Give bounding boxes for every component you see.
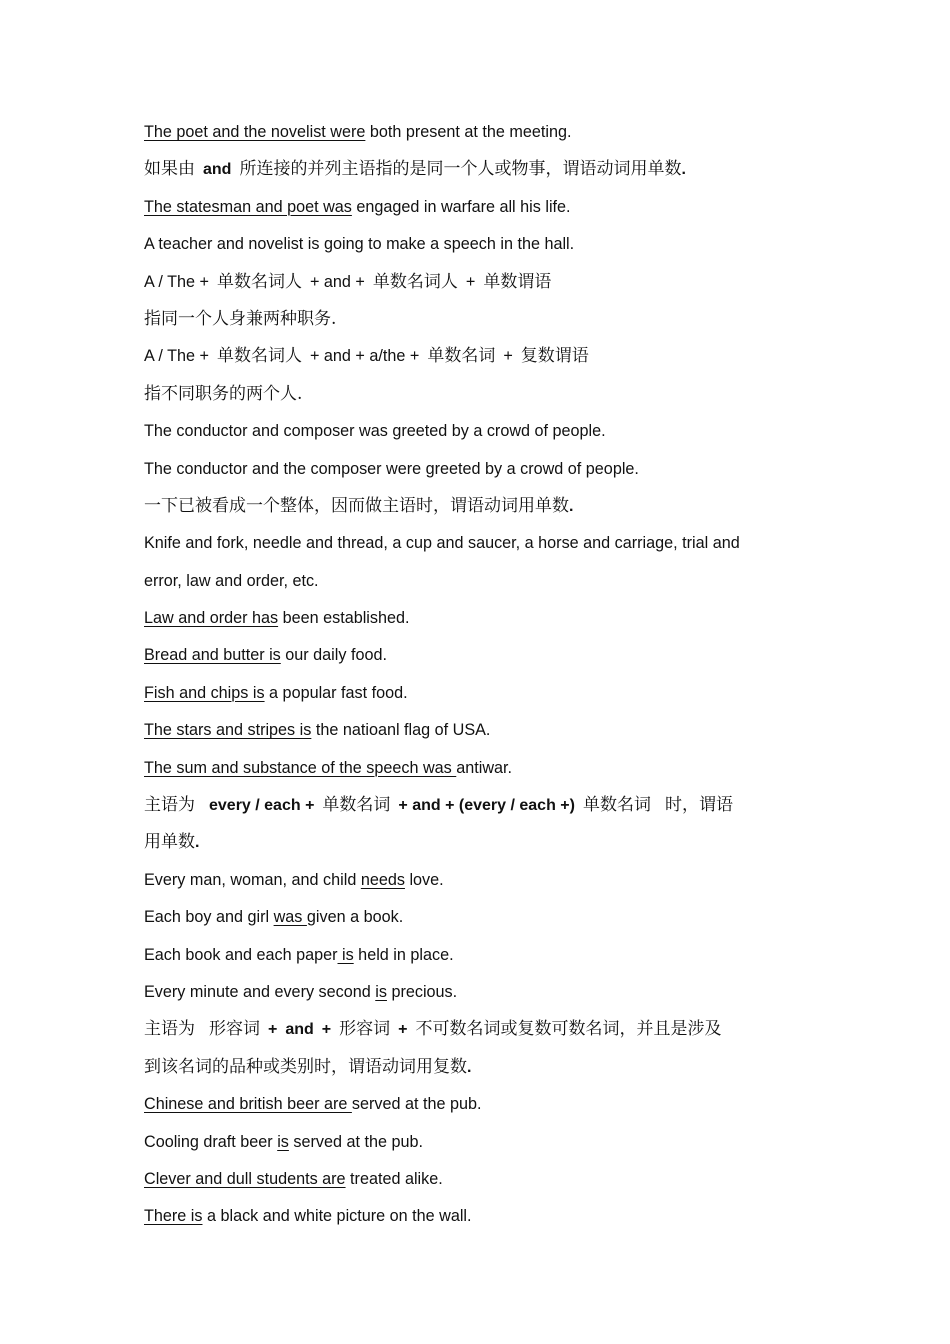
example-sentence: The poet and the novelist were both present at the meeting. (144, 123, 572, 141)
underlined-subject-verb: Bread and butter is (144, 646, 281, 665)
underlined-verb: needs (360, 870, 405, 889)
grammar-rule: 一下已被看成一个整体，因而做主语时，谓语动词用单数. (144, 495, 574, 516)
grammar-formula: A / The + 单数名词人 + and + a/the + 单数名词 + 复数谓语 (144, 346, 589, 367)
grammar-formula: A / The + 单数名词人 + and + 单数名词人 + 单数谓语 (144, 271, 552, 292)
underlined-subject-verb: Fish and chips is (144, 683, 265, 702)
grammar-note: 指同一个人身兼两种职务. (144, 308, 337, 329)
example-sentence: Law and order has been established. (144, 609, 410, 628)
example-sentence: Fish and chips is a popular fast food. (144, 683, 408, 702)
example-sentence: The conductor and composer was greeted by a crowd of people. (144, 422, 606, 441)
underlined-verb: was (273, 908, 307, 927)
example-list: error, law and order, etc. (144, 571, 319, 590)
example-sentence: Each boy and girl was given a book. (144, 908, 404, 927)
example-sentence: A teacher and novelist is going to make a speech in the hall. (144, 235, 575, 254)
example-sentence: The statesman and poet was engaged in warfare all his life. (144, 197, 571, 216)
example-sentence: The sum and substance of the speech was antiwar. (144, 758, 513, 777)
underlined-subject-verb: There is (144, 1207, 203, 1226)
underlined-verb: is (375, 982, 387, 1001)
grammar-rule: 用单数. (144, 832, 200, 853)
underlined-subject-verb: Clever and dull students are (144, 1169, 346, 1188)
grammar-rule: 主语为 形容词 + and + 形容词 + 不可数名词或复数可数名词，并且是涉及 (144, 1019, 722, 1040)
underlined-verb: is (277, 1132, 289, 1151)
underlined-verb: is (337, 945, 354, 964)
underlined-subject-verb: Chinese and british beer are (144, 1095, 352, 1114)
grammar-rule: 到该名词的品种或类别时，谓语动词用复数. (144, 1056, 472, 1077)
example-sentence: Chinese and british beer are served at the pub. (144, 1095, 482, 1114)
example-sentence: There is a black and white picture on the wall. (144, 1207, 472, 1226)
underlined-subject-verb: The stars and stripes is (144, 721, 312, 740)
example-sentence: Each book and each paper is held in place. (144, 945, 454, 964)
underlined-subject-verb: The sum and substance of the speech was (144, 758, 457, 777)
underlined-subject-verb: The statesman and poet was (144, 197, 352, 216)
grammar-rule: 主语为 every / each + 单数名词 + and + (every / each +) 单数名词 时，谓语 (144, 795, 733, 816)
example-sentence: Clever and dull students are treated alike. (144, 1169, 443, 1188)
example-sentence: Every man, woman, and child needs love. (144, 870, 444, 889)
example-sentence: Bread and butter is our daily food. (144, 646, 387, 665)
example-sentence: Every minute and every second is precious. (144, 982, 458, 1001)
example-sentence: The conductor and the composer were greeted by a crowd of people. (144, 459, 639, 478)
underlined-subject-verb: Law and order has (144, 609, 279, 628)
example-list: Knife and fork, needle and thread, a cup and saucer, a horse and carriage, trial and (144, 534, 740, 553)
example-sentence: Cooling draft beer is served at the pub. (144, 1132, 423, 1151)
grammar-note: 指不同职务的两个人. (144, 383, 303, 404)
example-sentence: The stars and stripes is the natioanl flag of USA. (144, 721, 491, 740)
underlined-subject-verb: The poet and the novelist were (144, 123, 366, 141)
document-page (144, 114, 812, 1236)
grammar-rule: 如果由 and 所连接的并列主语指的是同一个人或物事，谓语动词用单数. (144, 159, 686, 180)
